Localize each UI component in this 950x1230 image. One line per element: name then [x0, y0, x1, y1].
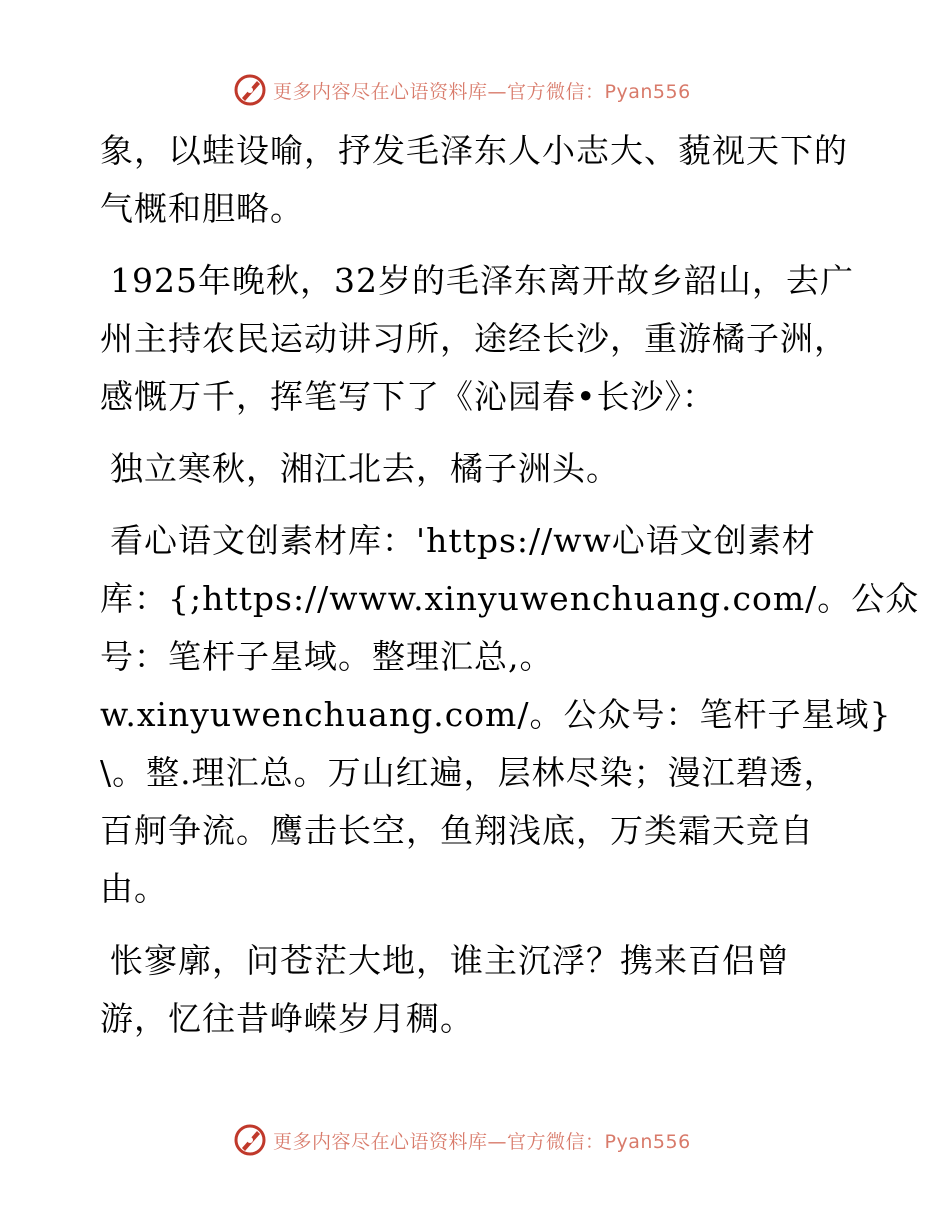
document-body	[100, 122, 920, 1062]
text-line: 百舸争流。鹰击长空，鱼翔浅底，万类霜天竞自	[100, 811, 814, 850]
text-line: 由。	[100, 869, 168, 908]
text-line: 1925年晚秋，32岁的毛泽东离开故乡韶山，去广	[110, 261, 854, 300]
text-line: 看心语文创素材库：'https://ww心语文创素材	[110, 521, 816, 560]
paragraph-1	[100, 122, 860, 238]
footer-banner-text: 更多内容尽在心语资料库—官方微信：Pyan556	[273, 1130, 691, 1153]
paragraph-3	[100, 440, 860, 498]
text-line: 州主持农民运动讲习所，途经长沙，重游橘子洲，	[100, 319, 848, 358]
text-line: \。整.理汇总。万山红遍，层林尽染；漫江碧透，	[100, 753, 838, 792]
text-line: 感慨万千，挥笔写下了《沁园春•长沙》：	[100, 377, 716, 416]
pen-logo-icon	[233, 1123, 267, 1157]
paragraph-2	[100, 252, 860, 426]
text-line: 气概和胆略。	[100, 189, 304, 228]
text-line: 号：笔杆子星域。整理汇总,。	[100, 637, 554, 676]
text-line: 游，忆往昔峥嵘岁月稠。	[100, 999, 474, 1038]
footer-banner	[233, 1122, 691, 1158]
text-line: 库：{;https://www.xinyuwenchuang.com/。公众	[100, 579, 920, 618]
text-line: w.xinyuwenchuang.com/。公众号：笔杆子星域}	[100, 695, 892, 734]
text-line: 独立寒秋，湘江北去，橘子洲头。	[110, 449, 620, 488]
paragraph-5	[100, 932, 860, 1048]
header-banner-text: 更多内容尽在心语资料库—官方微信：Pyan556	[273, 80, 691, 103]
header-banner	[233, 72, 691, 108]
pen-logo-icon	[233, 73, 267, 107]
paragraph-4	[100, 512, 920, 918]
text-line: 象，以蛙设喻，抒发毛泽东人小志大、藐视天下的	[100, 131, 848, 170]
text-line: 怅寥廓，问苍茫大地，谁主沉浮？携来百侣曾	[110, 941, 790, 980]
